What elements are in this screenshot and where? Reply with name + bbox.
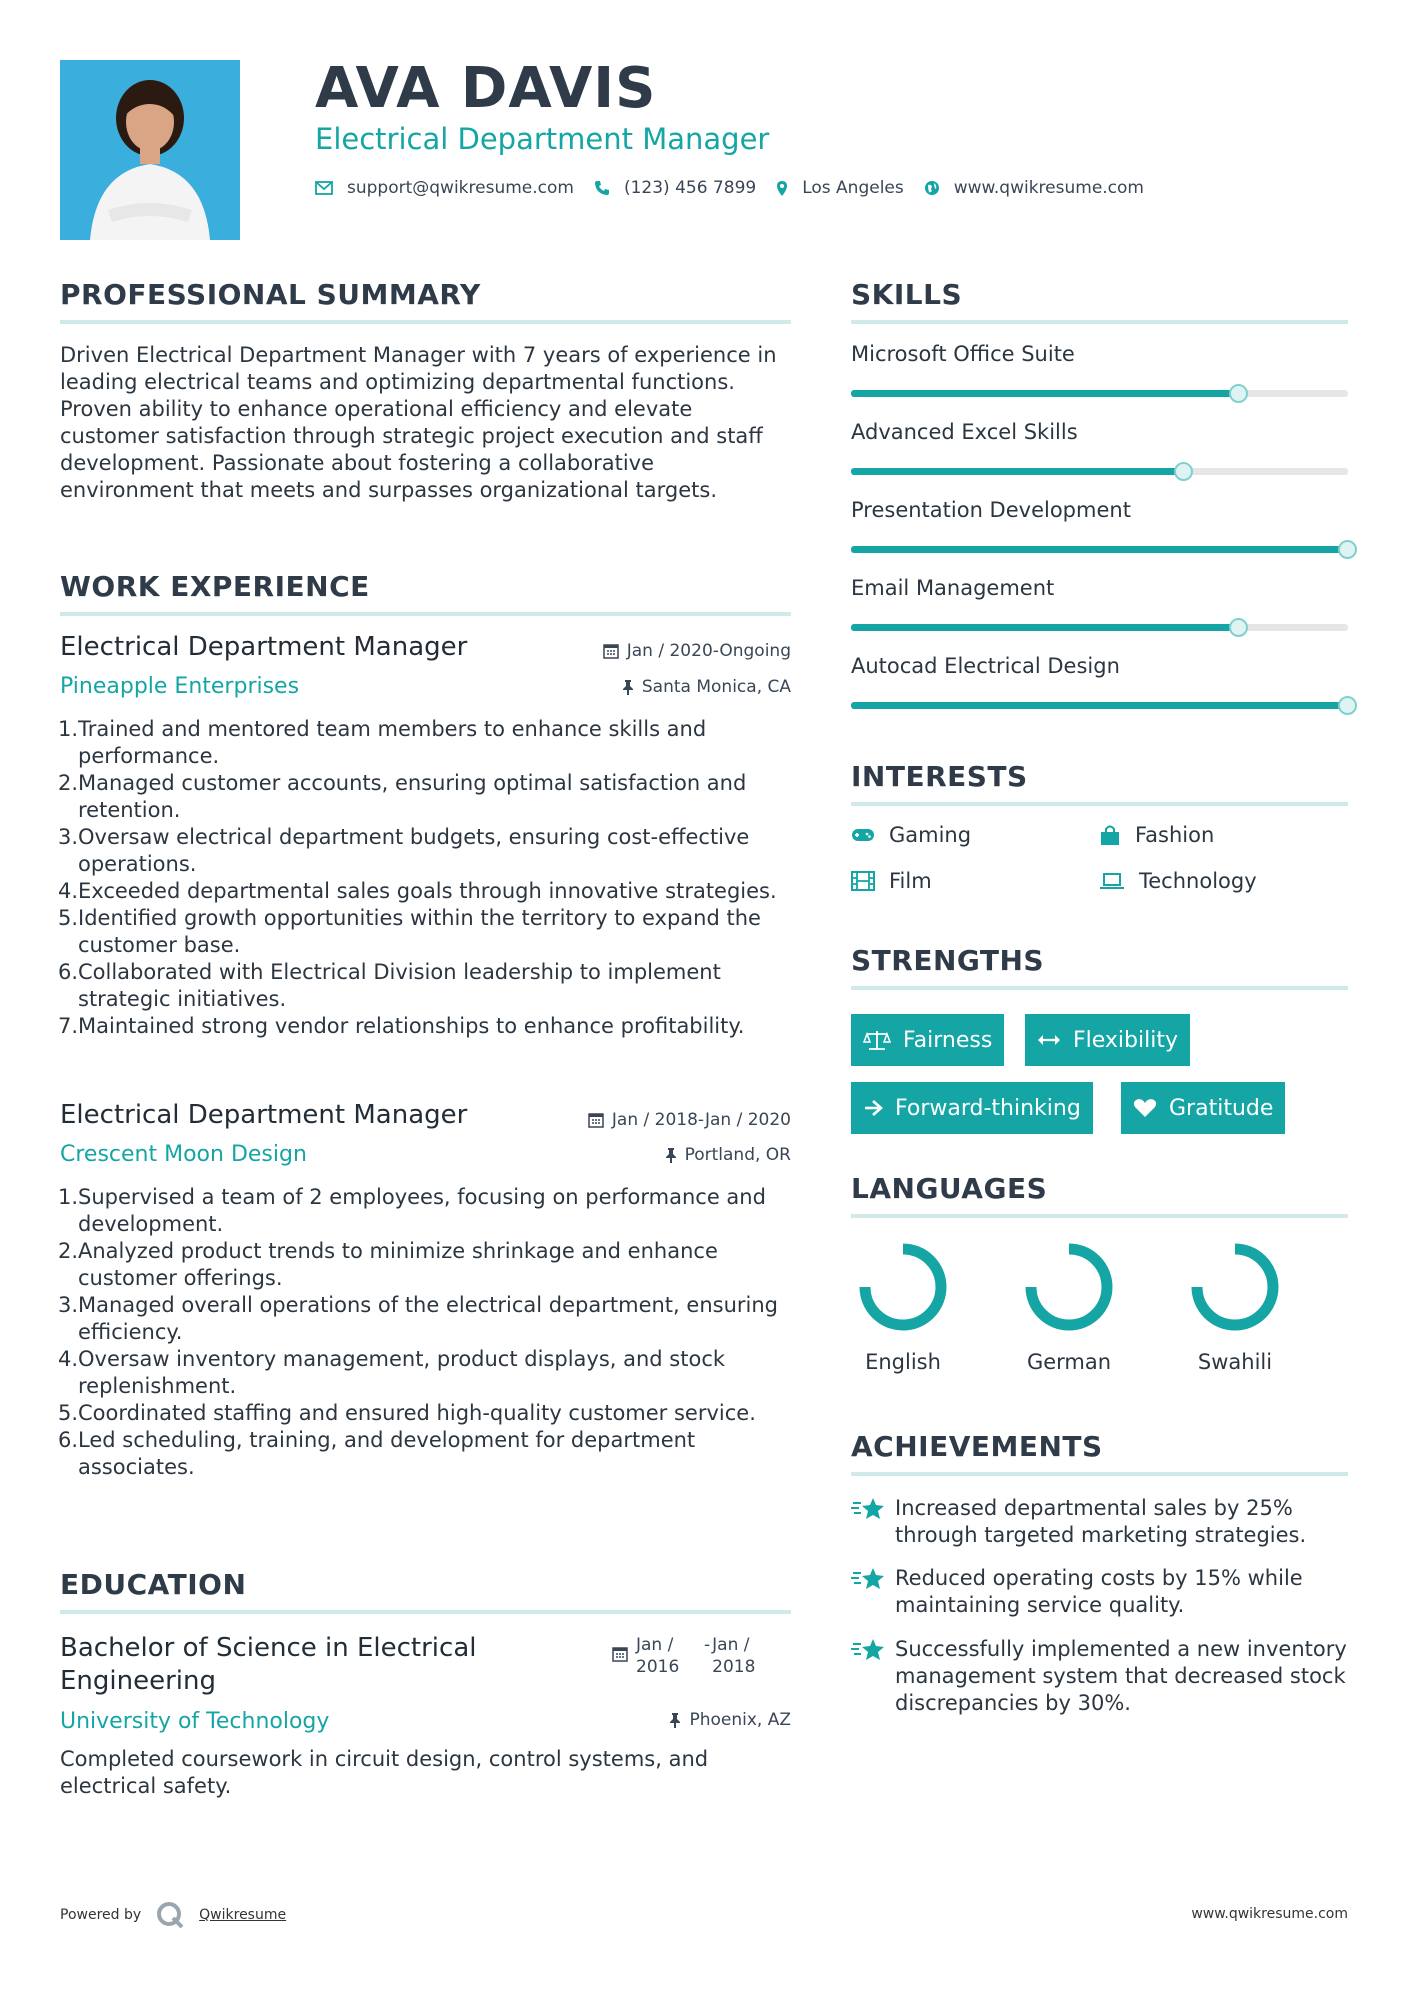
list-item: 6. Collaborated with Electrical Division leadership to implement strategic initiatives.	[58, 960, 721, 1011]
job-2-date-text: Jan / 2018-Jan / 2020	[611, 1110, 791, 1130]
list-item-text: Identified growth opportunities within the territory to expand the customer base.	[78, 906, 761, 957]
language-ring	[1188, 1240, 1282, 1334]
skill-label: Presentation Development	[851, 498, 1131, 522]
list-item-text: Supervised a team of 2 employees, focusing on performance and development.	[78, 1185, 766, 1236]
list-item-text: Coordinated staffing and ensured high-quality customer service.	[78, 1401, 756, 1425]
calendar-icon	[612, 1646, 628, 1678]
skill-label: Autocad Electrical Design	[851, 654, 1120, 678]
list-item-text: Maintained strong vendor relationships to enhance profitability.	[78, 1014, 745, 1038]
list-item: 5. Identified growth opportunities within the territory to expand the customer base.	[58, 906, 761, 957]
summary-heading: PROFESSIONAL SUMMARY	[60, 278, 481, 311]
summary-text: Driven Electrical Department Manager with 7 years of experience in leading electrical teams and optimizing departmental functions. Proven ability to enhance operational efficiency and elevate customer satisfaction through strategic project execution and staff development. Passionate about fostering a collaborative environment that meets and surpasses organizational targets.	[60, 343, 777, 502]
job-1-title: Electrical Department Manager	[60, 632, 468, 662]
strength-badge	[1025, 1014, 1190, 1066]
experience-heading: WORK EXPERIENCE	[60, 570, 370, 603]
interest-item	[851, 869, 932, 893]
interest-label: Film	[889, 869, 932, 893]
strength-label: Fairness	[903, 1027, 993, 1053]
shopping-bag-icon	[1099, 824, 1121, 846]
skills-heading: SKILLS	[851, 278, 963, 311]
strength-badge	[851, 1082, 1093, 1134]
heart-icon	[1133, 1098, 1157, 1118]
job-1-bullets	[60, 716, 795, 1040]
job-2-bullets	[60, 1184, 795, 1481]
interest-item	[851, 823, 971, 847]
avatar-illustration	[60, 60, 240, 240]
contact-phone-text: (123) 456 7899	[623, 178, 757, 198]
education-location-text: Phoenix, AZ	[689, 1710, 791, 1730]
interest-label: Gaming	[889, 823, 972, 847]
skill-knob[interactable]	[1229, 618, 1248, 637]
language-item	[1185, 1240, 1285, 1374]
skill-bar	[851, 468, 1348, 475]
job-2-title: Electrical Department Manager	[60, 1100, 468, 1130]
languages-heading: LANGUAGES	[851, 1172, 1048, 1205]
skill-fill	[851, 702, 1348, 709]
language-ring	[856, 1240, 950, 1334]
language-label: English	[865, 1350, 941, 1374]
star-badge-icon	[851, 1565, 895, 1619]
language-ring-arc	[1197, 1249, 1273, 1325]
list-item-text: Oversaw electrical department budgets, ensuring cost-effective operations.	[78, 825, 750, 876]
film-icon	[851, 871, 875, 891]
interests-heading: INTERESTS	[851, 760, 1028, 793]
job-2-date	[480, 1110, 791, 1130]
laptop-icon	[1099, 872, 1125, 890]
map-pin-icon	[776, 180, 788, 197]
calendar-icon	[603, 643, 619, 659]
calendar-icon	[588, 1112, 604, 1128]
skills-rule	[851, 320, 1348, 324]
pushpin-icon	[622, 679, 634, 695]
envelope-icon	[315, 181, 333, 195]
education-school: University of Technology	[60, 1709, 330, 1734]
interest-label: Technology	[1139, 869, 1257, 893]
star-badge-icon	[851, 1495, 895, 1549]
skill-fill	[851, 546, 1348, 553]
job-1-company: Pineapple Enterprises	[60, 674, 300, 699]
education-degree: Bachelor of Science in Electrical Engineering	[60, 1633, 477, 1696]
list-item-text: Collaborated with Electrical Division leadership to implement strategic initiatives.	[78, 960, 721, 1011]
interest-label: Fashion	[1135, 823, 1215, 847]
language-item	[1019, 1240, 1119, 1374]
education-description: Completed coursework in circuit design, control systems, and electrical safety.	[60, 1747, 709, 1798]
achievements-rule	[851, 1472, 1348, 1476]
skill-fill	[851, 624, 1239, 631]
language-label: German	[1026, 1350, 1112, 1374]
list-item-text: Led scheduling, training, and development for department associates.	[78, 1428, 696, 1479]
achievement-text: Increased departmental sales by 25% through targeted marketing strategies.	[895, 1496, 1307, 1547]
language-ring-arc	[1031, 1249, 1107, 1325]
star-badge-icon	[851, 1636, 895, 1717]
achievement-text: Reduced operating costs by 15% while maintaining service quality.	[895, 1566, 1303, 1617]
language-item	[853, 1240, 953, 1374]
list-item-text: Trained and mentored team members to enhance skills and performance.	[78, 717, 707, 768]
skill-label: Microsoft Office Suite	[851, 342, 1075, 366]
candidate-role: Electrical Department Manager	[315, 122, 770, 156]
list-item: 4. Oversaw inventory management, product displays, and stock replenishment.	[58, 1347, 726, 1398]
education-end: Jan / 2018	[712, 1635, 756, 1677]
list-item-text: Exceeded departmental sales goals through innovative strategies.	[78, 879, 777, 903]
skill-bar	[851, 390, 1348, 397]
footer-powered-by	[60, 1900, 286, 1930]
achievement-item	[851, 1495, 1351, 1549]
summary-rule	[60, 320, 791, 324]
list-item: 5. Coordinated staffing and ensured high-quality customer service.	[58, 1401, 756, 1425]
strength-badge	[1121, 1082, 1285, 1134]
interest-item	[1099, 823, 1214, 847]
list-item-text: Managed overall operations of the electrical department, ensuring efficiency.	[78, 1293, 778, 1344]
footer-url[interactable]: www.qwikresume.com	[1191, 1906, 1348, 1922]
skill-bar	[851, 624, 1348, 631]
contact-phone[interactable]	[594, 178, 756, 198]
contact-website-text: www.qwikresume.com	[953, 178, 1144, 198]
arrows-horizontal-icon	[1037, 1033, 1061, 1047]
skill-fill	[851, 468, 1184, 475]
education-rule	[60, 1610, 791, 1614]
job-1-date	[480, 641, 791, 661]
qwikresume-link[interactable]: Qwikresume	[199, 1907, 287, 1923]
candidate-name: AVA DAVIS	[315, 56, 657, 121]
skill-label: Advanced Excel Skills	[851, 420, 1078, 444]
skill-knob[interactable]	[1338, 540, 1357, 559]
skill-bar	[851, 702, 1348, 709]
contact-location	[776, 178, 904, 198]
list-item-text: Oversaw inventory management, product displays, and stock replenishment.	[78, 1347, 726, 1398]
interest-item	[1099, 869, 1257, 893]
phone-icon	[594, 180, 610, 196]
list-item: 2. Analyzed product trends to minimize shrinkage and enhance customer offerings.	[58, 1239, 718, 1290]
languages-rule	[851, 1214, 1348, 1218]
job-1-date-text: Jan / 2020-Ongoing	[626, 641, 791, 661]
language-ring	[1022, 1240, 1116, 1334]
education-location	[480, 1710, 791, 1730]
gamepad-icon	[851, 827, 875, 843]
interests-rule	[851, 802, 1348, 806]
profile-photo	[60, 60, 240, 240]
achievement-item	[851, 1565, 1351, 1619]
skill-fill	[851, 390, 1239, 397]
list-item: 3. Managed overall operations of the electrical department, ensuring efficiency.	[58, 1293, 778, 1344]
skill-knob[interactable]	[1229, 384, 1248, 403]
list-item: 1. Supervised a team of 2 employees, focusing on performance and development.	[58, 1185, 766, 1236]
list-item: 3. Oversaw electrical department budgets, ensuring cost-effective operations.	[58, 825, 750, 876]
contact-email[interactable]	[315, 178, 574, 198]
skill-bar	[851, 546, 1348, 553]
language-label: Swahili	[1197, 1350, 1273, 1374]
contact-bar	[315, 178, 1164, 198]
achievement-item	[851, 1636, 1351, 1717]
contact-website[interactable]	[924, 178, 1144, 198]
list-item: 4. Exceeded departmental sales goals through innovative strategies.	[58, 879, 777, 903]
skill-label: Email Management	[851, 576, 1055, 600]
pushpin-icon	[669, 1712, 681, 1728]
date-separator: -	[704, 1635, 711, 1655]
strength-badge	[851, 1014, 1004, 1066]
education-dates	[612, 1634, 770, 1678]
achievements-heading: ACHIEVEMENTS	[851, 1430, 1103, 1463]
contact-email-text: support@qwikresume.com	[347, 178, 574, 198]
arrow-right-icon	[863, 1099, 883, 1117]
contact-location-text: Los Angeles	[802, 178, 904, 198]
qwikresume-logo-icon	[155, 1900, 185, 1930]
balance-scale-icon	[863, 1029, 891, 1051]
education-start: Jan / 2016	[636, 1635, 680, 1677]
language-ring-arc	[865, 1249, 941, 1325]
skill-knob[interactable]	[1174, 462, 1193, 481]
skill-knob[interactable]	[1338, 696, 1357, 715]
experience-rule	[60, 612, 791, 616]
pushpin-icon	[665, 1147, 677, 1163]
list-item: 1. Trained and mentored team members to enhance skills and performance.	[58, 717, 707, 768]
powered-by-text: Powered by	[60, 1907, 142, 1923]
job-2-company: Crescent Moon Design	[60, 1142, 307, 1167]
strength-label: Flexibility	[1073, 1027, 1178, 1053]
list-item-text: Managed customer accounts, ensuring optimal satisfaction and retention.	[78, 771, 747, 822]
job-1-location-text: Santa Monica, CA	[641, 677, 791, 697]
strengths-rule	[851, 986, 1348, 990]
strengths-heading: STRENGTHS	[851, 944, 1045, 977]
list-item: 6. Led scheduling, training, and development for department associates.	[58, 1428, 696, 1479]
job-2-location	[480, 1145, 791, 1165]
strength-label: Forward-thinking	[895, 1095, 1081, 1121]
job-2-location-text: Portland, OR	[684, 1145, 791, 1165]
job-1-location	[480, 677, 791, 697]
education-heading: EDUCATION	[60, 1568, 247, 1601]
list-item: 7. Maintained strong vendor relationships to enhance profitability.	[58, 1014, 745, 1038]
strength-label: Gratitude	[1169, 1095, 1274, 1121]
list-item-text: Analyzed product trends to minimize shrinkage and enhance customer offerings.	[78, 1239, 718, 1290]
globe-icon	[924, 180, 940, 196]
achievement-text: Successfully implemented a new inventory management system that decreased stock discrepancies by 30%.	[895, 1637, 1347, 1715]
list-item: 2. Managed customer accounts, ensuring optimal satisfaction and retention.	[58, 771, 747, 822]
